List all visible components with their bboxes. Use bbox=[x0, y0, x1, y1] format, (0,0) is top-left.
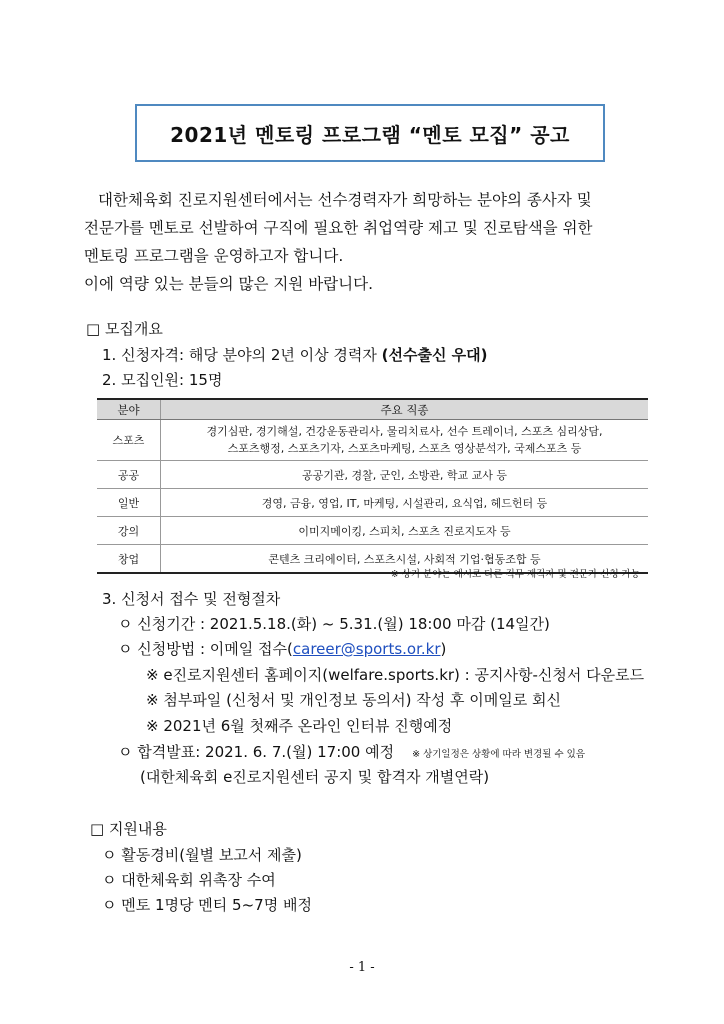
qualification-preference: (선수출신 우대) bbox=[381, 346, 488, 364]
application-method bbox=[118, 638, 446, 659]
qualification-text: 1. 신청자격: 해당 분야의 2년 이상 경력자 bbox=[102, 346, 382, 364]
intro-paragraph bbox=[84, 186, 654, 298]
email-link[interactable]: career@sports.or.kr bbox=[292, 640, 441, 658]
application-note: ※ e진로지원센터 홈페이지(welfare.sports.kr) : 공지사항-신청서 다운로드 bbox=[146, 666, 645, 684]
intro-line: 전문가를 멘토로 선발하여 구직에 필요한 취업역량 제고 및 진로탐색을 위한 bbox=[84, 219, 593, 237]
support-item: ㅇ 대한체육회 위촉장 수여 bbox=[102, 871, 276, 889]
table-cell-jobs: 경영, 금융, 영업, IT, 마케팅, 시설관리, 요식업, 헤드헌터 등 bbox=[161, 489, 649, 517]
intro-line: 대한체육회 진로지원센터에서는 선수경력자가 희망하는 분야의 종사자 및 bbox=[98, 191, 592, 209]
table-cell-jobs: 콘텐츠 크리에이터, 스포츠시설, 사회적 기업·협동조합 등 bbox=[161, 545, 649, 574]
support-item: ㅇ 멘토 1명당 멘티 5~7명 배정 bbox=[102, 896, 312, 914]
job-table bbox=[97, 398, 648, 574]
table-cell-category: 공공 bbox=[97, 461, 161, 489]
table-cell-category: 창업 bbox=[97, 545, 161, 574]
page-title: 2021년 멘토링 프로그램 “멘토 모집” 공고 bbox=[170, 122, 570, 147]
recruit-count-item: 2. 모집인원: 15명 bbox=[102, 371, 223, 389]
table-cell-category: 강의 bbox=[97, 517, 161, 545]
table-cell-jobs bbox=[161, 420, 649, 461]
qualification-item bbox=[102, 344, 488, 365]
section-heading: □ 모집개요 bbox=[86, 320, 163, 338]
page-number: - 1 - bbox=[349, 960, 375, 975]
result-announcement bbox=[118, 741, 585, 762]
table-note: ※ 상기 분야는 예시로 다른 직무 재직자 및 전문가 신청 가능 bbox=[390, 569, 640, 580]
intro-line: 멘토링 프로그램을 운영하고자 합니다. bbox=[84, 247, 344, 265]
application-period: ㅇ 신청기간 : 2021.5.18.(화) ~ 5.31.(월) 18:00 마감 (14일간) bbox=[118, 615, 550, 633]
result-text: ㅇ 합격발표: 2021. 6. 7.(월) 17:00 예정 bbox=[118, 743, 395, 761]
table-header-row bbox=[97, 399, 648, 420]
table-header: 분야 bbox=[97, 399, 161, 420]
result-note: ※ 상기일정은 상황에 따라 변경될 수 있음 bbox=[412, 749, 586, 760]
title-box bbox=[135, 104, 605, 162]
method-label: ㅇ 신청방법 : 이메일 접수( bbox=[118, 640, 293, 658]
section-heading: □ 지원내용 bbox=[90, 820, 167, 838]
table-row bbox=[97, 420, 648, 461]
table-row bbox=[97, 489, 648, 517]
process-heading: 3. 신청서 접수 및 전형절차 bbox=[102, 590, 281, 608]
result-sub: (대한체육회 e진로지원센터 공지 및 합격자 개별연락) bbox=[140, 768, 490, 786]
table-header: 주요 직종 bbox=[161, 399, 649, 420]
jobs-line: 스포츠행정, 스포츠기자, 스포츠마케팅, 스포츠 영상분석가, 국제스포츠 등 bbox=[227, 442, 582, 455]
table-cell-category: 일반 bbox=[97, 489, 161, 517]
intro-line: 이에 역량 있는 분들의 많은 지원 바랍니다. bbox=[84, 275, 374, 293]
table-row bbox=[97, 461, 648, 489]
support-item: ㅇ 활동경비(월별 보고서 제출) bbox=[102, 846, 302, 864]
application-note: ※ 2021년 6월 첫째주 온라인 인터뷰 진행예정 bbox=[146, 717, 453, 735]
application-note: ※ 첨부파일 (신청서 및 개인정보 동의서) 작성 후 이메일로 회신 bbox=[146, 691, 561, 709]
table-cell-jobs: 이미지메이킹, 스피치, 스포츠 진로지도자 등 bbox=[161, 517, 649, 545]
table-cell-category: 스포츠 bbox=[97, 420, 161, 461]
table-cell-jobs: 공공기관, 경찰, 군인, 소방관, 학교 교사 등 bbox=[161, 461, 649, 489]
jobs-line: 경기심판, 경기해설, 건강운동관리사, 물리치료사, 선수 트레이너, 스포츠 심리상담, bbox=[206, 425, 603, 438]
method-suffix: ) bbox=[440, 640, 447, 658]
table-row bbox=[97, 517, 648, 545]
